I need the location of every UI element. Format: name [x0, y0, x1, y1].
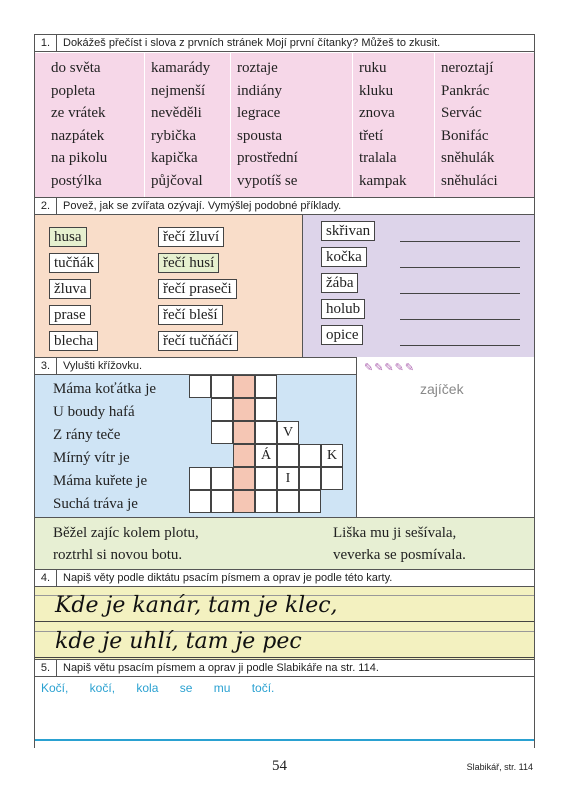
sound-box: řečí tučňáčí	[158, 331, 238, 351]
crossword-cell[interactable]	[211, 490, 233, 513]
crossword-cell[interactable]	[321, 467, 343, 490]
section2-instruction: Povež, jak se zvířata ozývají. Vymýšlej podobné příklady.	[63, 200, 342, 212]
poem-line: veverka se posmívala.	[333, 547, 466, 563]
crossword-clue: Máma kuřete je	[53, 473, 148, 489]
animal-sound-matching	[35, 215, 303, 357]
section3-header	[35, 357, 357, 375]
crossword-cell-letter[interactable]: K	[321, 444, 343, 467]
word-column-4	[353, 53, 435, 197]
word: prostřední	[237, 150, 298, 167]
section5-instruction: Napiš větu psacím písmem a oprav ji podle Slabikáře na str. 114.	[63, 662, 379, 674]
animal-box: blecha	[49, 331, 98, 351]
word: ze vrátek	[51, 105, 106, 122]
answer-line[interactable]	[400, 267, 520, 268]
word: nejmenší	[151, 82, 206, 99]
crossword-answer: zajíček	[420, 381, 464, 397]
crossword-cell[interactable]	[211, 375, 233, 398]
crossword-cell[interactable]	[299, 467, 321, 490]
crossword-cell[interactable]	[255, 375, 277, 398]
poem	[35, 517, 534, 569]
section2-header	[35, 197, 534, 215]
crossword-cell[interactable]	[233, 375, 255, 398]
word: kluku	[359, 82, 394, 99]
crossword-cell[interactable]	[211, 421, 233, 444]
animal-box: prase	[49, 305, 91, 325]
word: do světa	[51, 60, 101, 76]
animal-box: husa	[49, 227, 87, 247]
crossword-cell-letter[interactable]: Á	[255, 444, 277, 467]
crossword-clue: Z rány teče	[53, 427, 121, 443]
sound-box: řečí husí	[158, 253, 219, 273]
word: nazpátek	[51, 127, 105, 144]
section5-header	[35, 659, 534, 677]
answer-line[interactable]	[400, 293, 520, 294]
word: kapička	[151, 150, 198, 167]
crossword-cell[interactable]	[189, 467, 211, 490]
animal-box: žába	[321, 273, 358, 293]
word: nevěděli	[151, 105, 202, 122]
word-column-2	[145, 53, 231, 197]
poem-line: Běžel zajíc kolem plotu,	[53, 525, 199, 541]
section1-word-grid	[35, 53, 534, 197]
writing-line	[35, 739, 534, 741]
crossword-cell-letter[interactable]: I	[277, 467, 299, 490]
word: popleta	[51, 82, 96, 99]
sound-box: řečí bleší	[158, 305, 223, 325]
crossword-cell[interactable]	[211, 467, 233, 490]
word: kampak	[359, 172, 407, 189]
sound-box: řečí žluví	[158, 227, 224, 247]
word: půjčoval	[151, 172, 203, 189]
section3-instruction: Vylušti křížovku.	[63, 360, 143, 372]
word: indiány	[237, 82, 282, 99]
section2-number: 2.	[35, 198, 57, 215]
animal-box: holub	[321, 299, 365, 319]
crossword-cell[interactable]	[233, 490, 255, 513]
section4-number: 4.	[35, 570, 57, 587]
word: spousta	[237, 127, 282, 144]
animal-box: tučňák	[49, 253, 99, 273]
crossword-cell[interactable]	[299, 490, 321, 513]
word: znova	[359, 105, 395, 122]
animal-box: opice	[321, 325, 363, 345]
section1-number: 1.	[35, 35, 57, 52]
crossword-cell[interactable]	[233, 444, 255, 467]
word: legrace	[237, 105, 281, 122]
crossword-clue: Máma koťátka je	[53, 381, 157, 397]
crossword-cell[interactable]	[255, 398, 277, 421]
word-column-1	[45, 53, 145, 197]
word: třetí	[359, 127, 384, 144]
animal-box: kočka	[321, 247, 367, 267]
word: na pikolu	[51, 150, 108, 167]
section1-header	[35, 34, 534, 52]
section3-number: 3.	[35, 358, 57, 375]
word: Pankrác	[441, 82, 490, 99]
word: kamarády	[151, 60, 211, 76]
word: neroztají	[441, 60, 494, 76]
poem-line: roztrhl si novou botu.	[53, 547, 183, 563]
word: roztaje	[237, 60, 278, 76]
word: ruku	[359, 60, 387, 76]
crossword-cell[interactable]	[255, 467, 277, 490]
crossword-cell[interactable]	[299, 444, 321, 467]
section5-number: 5.	[35, 660, 57, 677]
word: rybička	[151, 127, 196, 144]
crossword-clue: Mírný vítr je	[53, 450, 130, 466]
word-column-3	[231, 53, 353, 197]
writing-area[interactable]	[35, 677, 534, 749]
model-sentence: Kočí, kočí, kola se mu točí.	[41, 681, 275, 695]
word: postýlka	[51, 172, 102, 189]
crossword-cell-letter[interactable]: V	[277, 421, 299, 444]
writing-line	[35, 621, 534, 622]
crossword-clue: Suchá tráva je	[53, 496, 138, 512]
writing-line	[35, 657, 534, 658]
section4-header	[35, 569, 534, 587]
crossword-cell[interactable]	[189, 490, 211, 513]
sound-box: řečí praseči	[158, 279, 237, 299]
pencils-icon: ✎✎✎✎✎	[364, 362, 416, 374]
crossword-clue: U boudy hafá	[53, 404, 135, 420]
word: sněhuláci	[441, 172, 498, 189]
answer-line[interactable]	[400, 345, 520, 346]
handwriting-line: kde je uhlí, tam je pec	[55, 629, 302, 654]
word: sněhulák	[441, 150, 495, 167]
crossword	[35, 375, 357, 517]
page-number: 54	[272, 758, 287, 774]
animal-box: žluva	[49, 279, 91, 299]
crossword-cell[interactable]	[277, 490, 299, 513]
word-column-5	[435, 53, 534, 197]
crossword-cell[interactable]	[233, 398, 255, 421]
crossword-cell[interactable]	[211, 398, 233, 421]
crossword-cell[interactable]	[277, 444, 299, 467]
animal-fill-in	[303, 215, 534, 357]
crossword-cell[interactable]	[189, 375, 211, 398]
crossword-cell[interactable]	[255, 421, 277, 444]
answer-line[interactable]	[400, 319, 520, 320]
word: tralala	[359, 150, 397, 167]
crossword-cell[interactable]	[255, 490, 277, 513]
answer-line[interactable]	[400, 241, 520, 242]
page-reference: Slabikář, str. 114	[466, 762, 533, 772]
crossword-cell[interactable]	[233, 421, 255, 444]
dictation-card	[35, 587, 534, 659]
word: Servác	[441, 105, 482, 122]
poem-line: Liška mu ji sešívala,	[333, 525, 457, 541]
animal-box: skřivan	[321, 221, 375, 241]
crossword-cell[interactable]	[233, 467, 255, 490]
handwriting-line: Kde je kanár, tam je klec,	[55, 593, 338, 618]
word: vypotíš se	[237, 172, 298, 189]
section1-instruction: Dokážeš přečíst i slova z prvních stránek Mojí první čítanky? Můžeš to zkusit.	[63, 37, 441, 49]
section4-instruction: Napiš věty podle diktátu psacím písmem a oprav je podle této karty.	[63, 572, 393, 584]
word: Bonifác	[441, 127, 489, 144]
